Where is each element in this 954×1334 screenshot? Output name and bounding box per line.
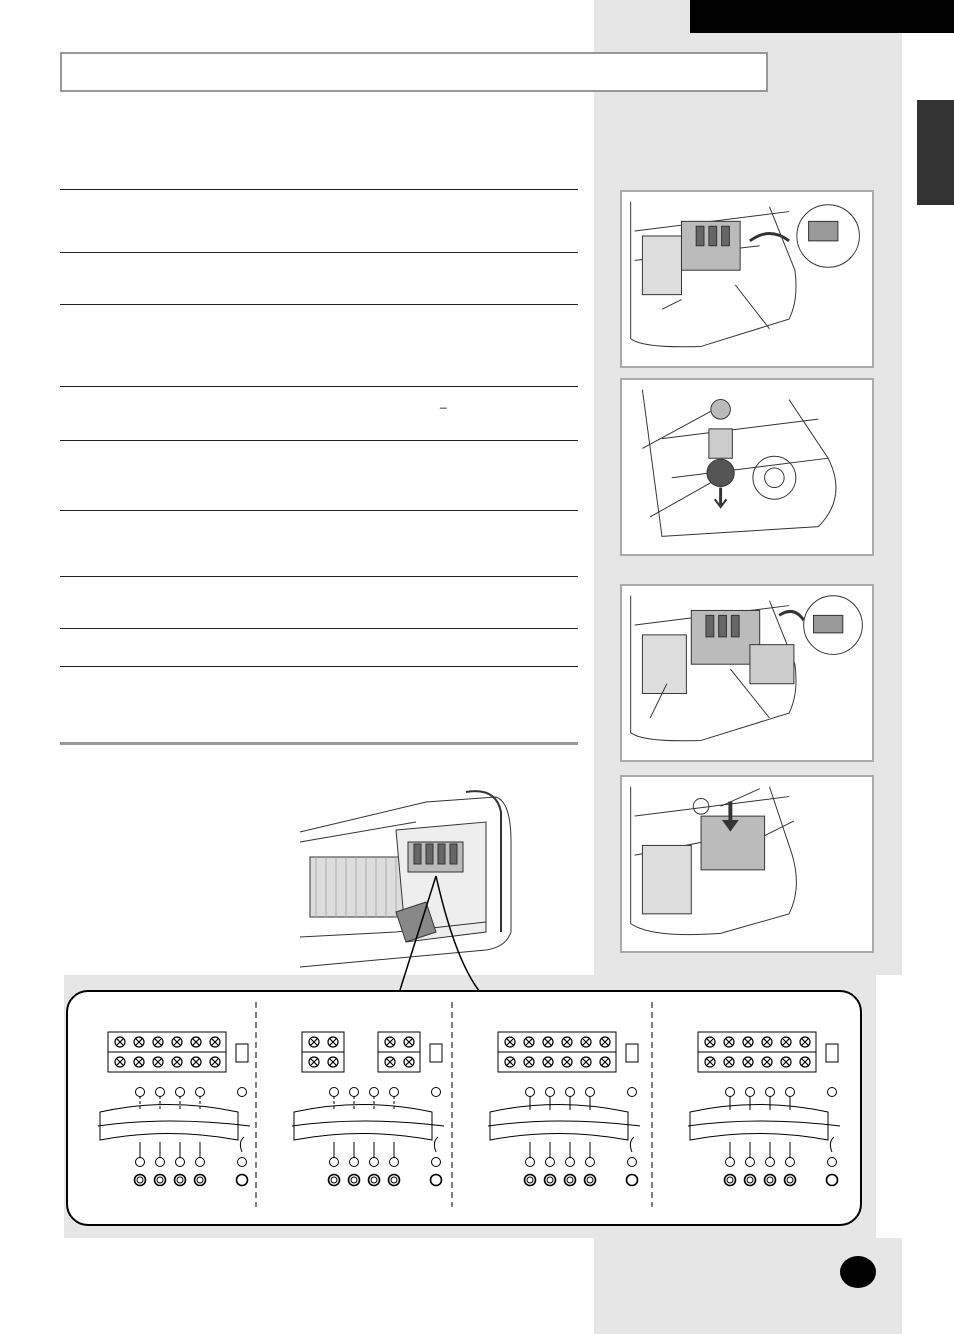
- ground-lug: [828, 1158, 837, 1167]
- wiring-diagrams: [68, 992, 860, 1224]
- wire-terminal-ring: [545, 1175, 556, 1186]
- table-bottom-rule: [60, 742, 578, 745]
- ground-lug: [238, 1088, 247, 1097]
- table-rule: [60, 576, 578, 577]
- ground-lug: [238, 1158, 247, 1167]
- wire-lug: [766, 1088, 775, 1097]
- wire-lug: [586, 1158, 595, 1167]
- cable-sheath: [490, 1105, 628, 1141]
- page-number-badge: [840, 1256, 876, 1288]
- wire-terminal-ring: [525, 1175, 536, 1186]
- wire-terminal-ring: [565, 1175, 576, 1186]
- ground-lug: [432, 1088, 441, 1097]
- wire-terminal-ring: [329, 1175, 340, 1186]
- wire-lug: [726, 1158, 735, 1167]
- ground-box: [626, 1044, 638, 1062]
- table-rule: [60, 666, 578, 667]
- ground-terminal-ring: [627, 1175, 638, 1186]
- wire-lug: [176, 1088, 185, 1097]
- wire-lug: [526, 1158, 535, 1167]
- wire-terminal-ring: [175, 1175, 186, 1186]
- bracket-raised-illustration: [622, 586, 872, 760]
- wire-lug: [786, 1158, 795, 1167]
- ground-lug: [828, 1088, 837, 1097]
- ground-wire: [434, 1137, 438, 1152]
- wire-lug: [136, 1158, 145, 1167]
- table-rule: [60, 628, 578, 629]
- wire-lug: [546, 1088, 555, 1097]
- wire-lug: [546, 1158, 555, 1167]
- ground-box: [430, 1044, 442, 1062]
- wire-terminal-ring: [785, 1175, 796, 1186]
- table-rule: [60, 189, 578, 190]
- wire-terminal-ring: [765, 1175, 776, 1186]
- ground-wire: [630, 1137, 634, 1152]
- cover-removed-illustration: [622, 192, 872, 366]
- wire-lug: [746, 1158, 755, 1167]
- wire-lug: [330, 1158, 339, 1167]
- wire-lug: [390, 1088, 399, 1097]
- wire-terminal-ring: [195, 1175, 206, 1186]
- section-title-box: [60, 52, 768, 92]
- indoor-unit-illustration: [296, 782, 520, 968]
- wire-terminal-ring: [585, 1175, 596, 1186]
- wire-lug: [136, 1088, 145, 1097]
- wire-lug: [330, 1088, 339, 1097]
- wire-lug: [786, 1088, 795, 1097]
- ground-lug: [628, 1088, 637, 1097]
- ground-terminal-ring: [237, 1175, 248, 1186]
- wire-lug: [390, 1158, 399, 1167]
- bolt-removal-figure: [620, 378, 874, 556]
- wire-lug: [566, 1088, 575, 1097]
- wire-terminal-ring: [369, 1175, 380, 1186]
- wire-terminal-ring: [389, 1175, 400, 1186]
- wire-lug: [766, 1158, 775, 1167]
- wire-lug: [156, 1088, 165, 1097]
- cover-installed-illustration: [622, 777, 872, 951]
- wire-lug: [566, 1158, 575, 1167]
- table-rule: [60, 440, 578, 441]
- wire-lug: [526, 1088, 535, 1097]
- cable-sheath: [294, 1105, 432, 1141]
- table-rule: [60, 386, 578, 387]
- table-rule: [60, 304, 578, 305]
- section-tab: [917, 100, 954, 205]
- cover-removed-figure: [620, 190, 874, 368]
- cable-sheath: [690, 1105, 828, 1141]
- wire-terminal-ring: [349, 1175, 360, 1186]
- wire-lug: [156, 1158, 165, 1167]
- table-rule: [60, 510, 578, 511]
- wire-terminal-ring: [155, 1175, 166, 1186]
- cover-installed-figure: [620, 775, 874, 953]
- wire-lug: [196, 1088, 205, 1097]
- wire-lug: [350, 1088, 359, 1097]
- wire-lug: [370, 1088, 379, 1097]
- wire-terminal-ring: [745, 1175, 756, 1186]
- ground-terminal-ring: [431, 1175, 442, 1186]
- header-black-block: [690, 0, 954, 33]
- table-rule: [60, 252, 578, 253]
- cable-sheath: [100, 1105, 238, 1141]
- wire-lug: [746, 1088, 755, 1097]
- stray-mark: _: [440, 395, 447, 409]
- wire-lug: [196, 1158, 205, 1167]
- wire-lug: [176, 1158, 185, 1167]
- ground-wire: [830, 1137, 834, 1152]
- ground-terminal-ring: [827, 1175, 838, 1186]
- wire-terminal-ring: [135, 1175, 146, 1186]
- wire-lug: [370, 1158, 379, 1167]
- wiring-diagram-panel: [66, 990, 862, 1226]
- ground-wire: [240, 1137, 244, 1152]
- wire-lug: [586, 1088, 595, 1097]
- bracket-raised-figure: [620, 584, 874, 762]
- bolt-removal-illustration: [622, 380, 872, 554]
- ground-box: [826, 1044, 838, 1062]
- ground-lug: [628, 1158, 637, 1167]
- wire-lug: [726, 1088, 735, 1097]
- wire-lug: [350, 1158, 359, 1167]
- ground-lug: [432, 1158, 441, 1167]
- ground-box: [236, 1044, 248, 1062]
- wire-terminal-ring: [725, 1175, 736, 1186]
